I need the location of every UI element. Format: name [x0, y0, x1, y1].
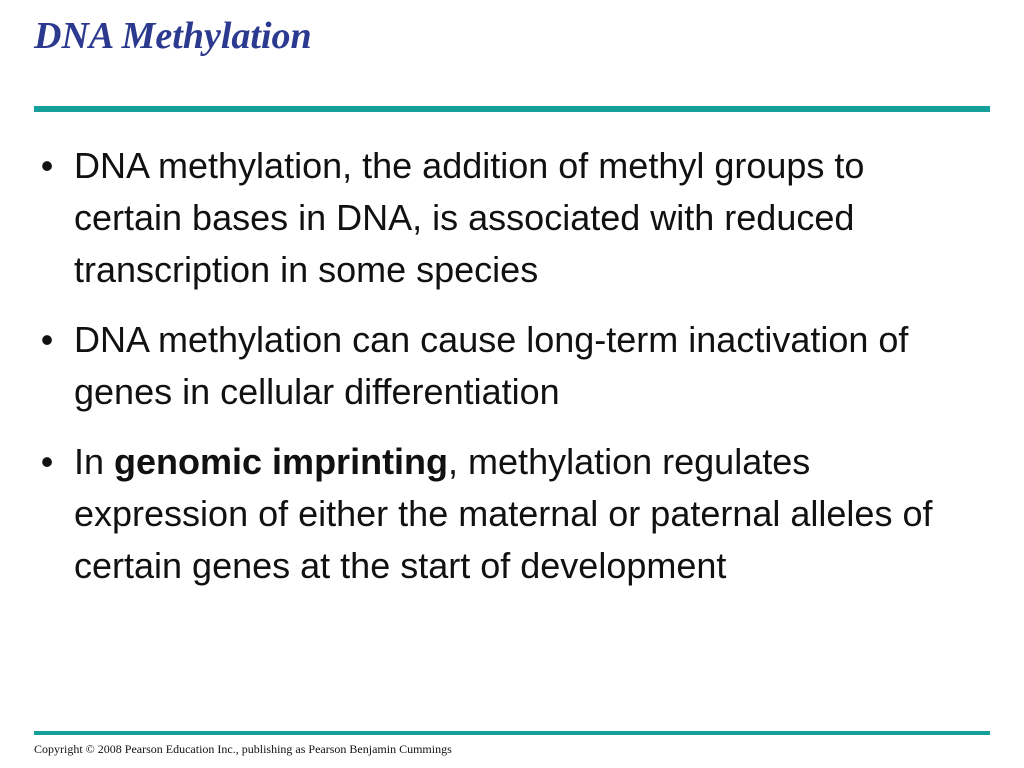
bullet-item	[32, 140, 982, 296]
title-divider	[34, 106, 990, 112]
bullet-item	[32, 314, 982, 418]
bullet-dot-icon: •	[40, 145, 54, 186]
bullet-text-suffix: , methylation regulates expression of either the maternal or paternal alleles of certain genes at the start of development	[74, 441, 933, 586]
copyright-footer: Copyright © 2008 Pearson Education Inc., publishing as Pearson Benjamin Cummings	[34, 742, 452, 756]
bullet-dot-icon: •	[40, 441, 54, 482]
bullet-list	[32, 140, 982, 610]
bullet-text: DNA methylation, the addition of methyl groups to certain bases in DNA, is associated with reduced transcription in some species	[74, 145, 865, 290]
footer-divider	[34, 731, 990, 735]
bullet-dot-icon: •	[40, 319, 54, 360]
bullet-text-prefix: In	[74, 441, 115, 482]
slide-title: DNA Methylation	[34, 15, 312, 57]
bullet-text: DNA methylation can cause long-term inactivation of genes in cellular differentiation	[74, 319, 909, 412]
bullet-item	[32, 436, 982, 592]
key-term: genomic imprinting	[114, 441, 449, 482]
